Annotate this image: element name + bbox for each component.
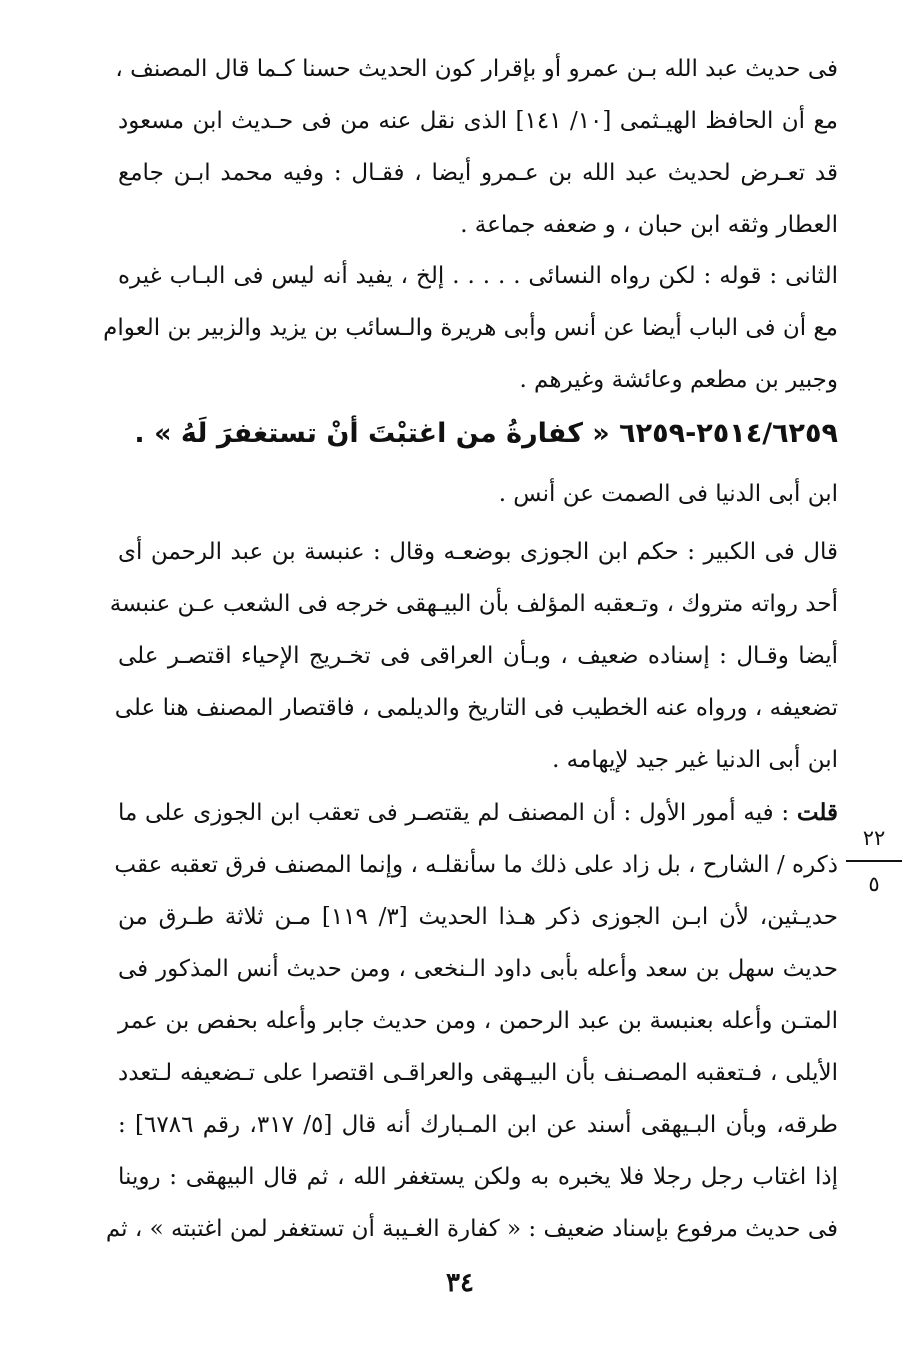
margin-volume-number: ٢٢	[862, 826, 886, 850]
qultu-label: قلت	[796, 799, 839, 826]
text-line: الثانى : قوله : لكن رواه النسائى . . . . . إلخ ، يفيد أنه ليس فى البـاب غيره	[118, 263, 838, 289]
text-line: قد تعـرض لحديث عبد الله بن عـمرو أيضا ، فقـال : وفيه محمد ابـن جامع	[118, 160, 838, 186]
hadith-heading: ٢٥١٤/٦٢٥٩-٦٢٥٩ « كفارةُ من اغتبْتَ أنْ تستغفرَ لَهُ » .	[134, 418, 838, 449]
text-line: تضعيفه ، ورواه عنه الخطيب فى التاريخ والديلمى ، فاقتصار المصنف هنا على	[114, 695, 838, 721]
text-line: المتـن وأعله بعنبسة بن عبد الرحمن ، ومن حديث جابر وأعله بحفص بن عمر	[118, 1008, 839, 1034]
text-line: ابن أبى الدنيا غير جيد لإيهامه .	[552, 747, 838, 773]
text-line: العطار وثقه ابن حبان ، و ضعفه جماعة .	[460, 212, 838, 238]
text-line: أيضا وقـال : إسناده ضعيف ، وبـأن العراقى فى تخـريج الإحياء اقتصـر على	[118, 643, 838, 669]
text-line: أحد رواته متروك ، وتـعقبه المؤلف بأن البيـهقى خرجه فى الشعب عـن عنبسة	[109, 591, 838, 617]
text-line: الأيلى ، فـتعقبه المصـنف بأن البيـهقى والعراقـى اقتصرا على تـضعيفه لـتعدد	[118, 1060, 838, 1086]
text-line: قال فى الكبير : حكم ابن الجوزى بوضعـه وقال : عنبسة بن عبد الرحمن أى	[118, 539, 838, 565]
text-line: حديـثين، لأن ابـن الجوزى ذكر هـذا الحديث [٣/ ١١٩] مـن ثلاثة طـرق من	[118, 904, 838, 930]
text-line: مع أن فى الباب أيضا عن أنس وأبى هريرة والـسائب بن يزيد والزبير بن العوام	[103, 315, 838, 341]
margin-page-number: ٥	[868, 872, 880, 896]
text-line-lead	[118, 787, 838, 839]
text-line: حديث سهل بن سعد وأعله بأبى داود الـنخعى ، ومن حديث أنس المذكور فى	[118, 956, 838, 982]
text-line: ذكره / الشارح ، بل زاد على ذلك ما سأنقلـه ، وإنما المصنف فرق تعقبه عقب	[114, 852, 838, 878]
text-line: طرقه، وبأن البـيهقى أسند عن ابن المـبارك أنه قال [٥/ ٣١٧، رقم ٦٧٨٦] :	[118, 1112, 838, 1138]
margin-divider	[846, 860, 902, 862]
lead-line-text: : فيه أمور الأول : أن المصنف لم يقتصـر فى تعقب ابن الجوزى على ما	[118, 800, 790, 826]
text-line: فى حديث عبد الله بـن عمرو أو بإقرار كون الحديث حسنا كـما قال المصنف ،	[115, 56, 838, 82]
text-line: إذا اغتاب رجل رجلا فلا يخبره به ولكن يستغفر الله ، ثم قال البيهقى : روينا	[118, 1164, 838, 1190]
source-line: ابن أبى الدنيا فى الصمت عن أنس .	[498, 481, 838, 507]
text-line: فى حديث مرفوع بإسناد ضعيف : « كفارة الغـيبة أن تستغفر لمن اغتبته » ، ثم	[105, 1216, 838, 1242]
page-number: ٣٤	[446, 1268, 474, 1298]
text-line: وجبير بن مطعم وعائشة وغيرهم .	[519, 367, 838, 393]
text-line: مع أن الحافظ الهيـثمى [١٠/ ١٤١] الذى نقل عنه من فى حـديث ابن مسعود	[118, 108, 839, 134]
